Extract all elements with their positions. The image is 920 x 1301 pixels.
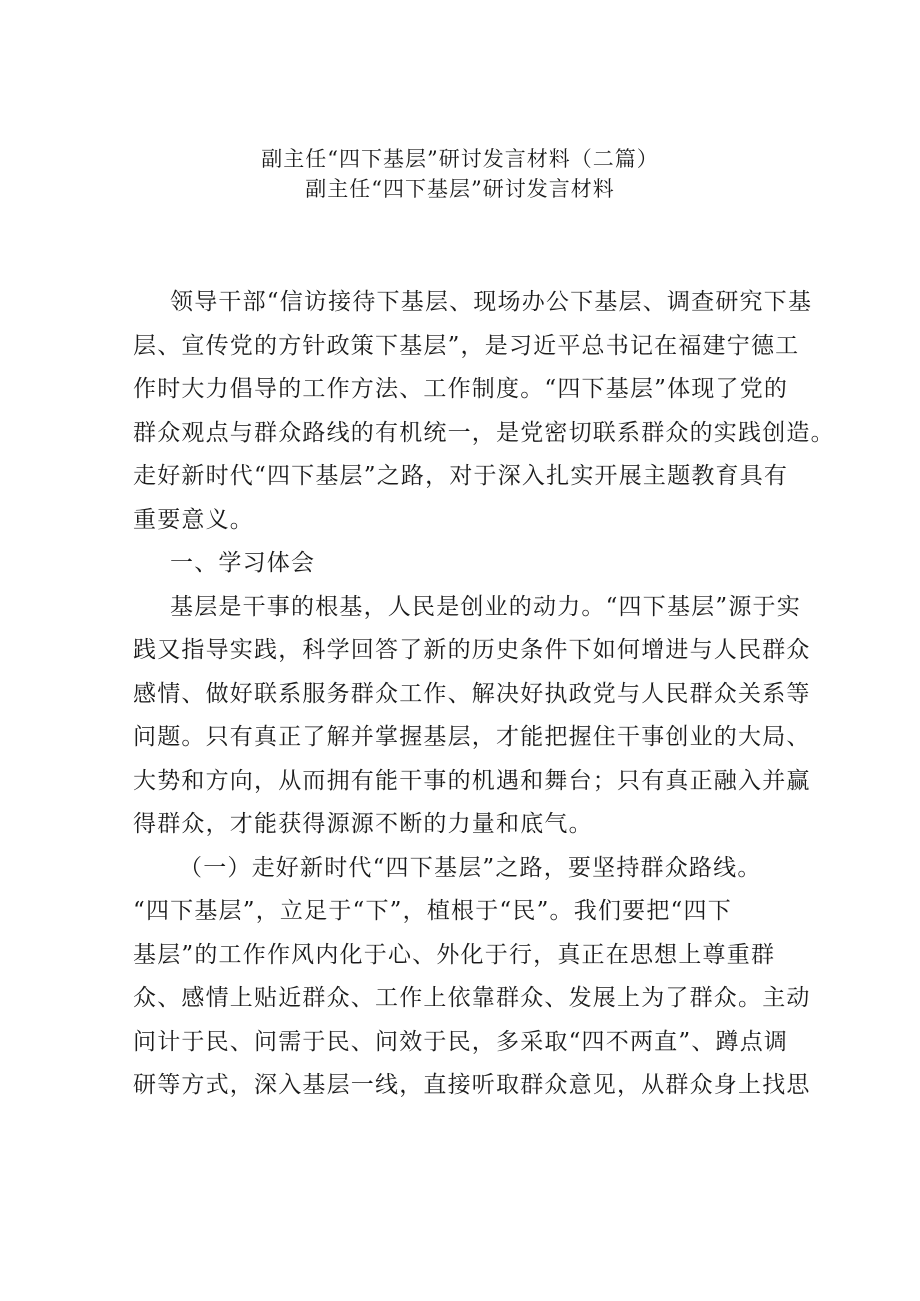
paragraph-line: 研等方式，深入基层一线，直接听取群众意见，从群众身上找思 [133, 1072, 811, 1098]
paragraph-line: 作时大力倡导的工作方法、工作制度。“四下基层”体现了党的 [133, 376, 789, 402]
title-block [0, 144, 920, 204]
paragraph-line: 基层是干事的根基，人民是创业的动力。“四下基层”源于实 [170, 593, 801, 620]
paragraph-line: 问题。只有真正了解并掌握基层，才能把握住干事创业的大局、 [133, 724, 811, 750]
paragraph-line: 大势和方向，从而拥有能干事的机遇和舞台；只有真正融入并赢 [133, 767, 811, 794]
subsection-heading: （一）走好新时代“四下基层”之路，要坚持群众路线。 [179, 854, 762, 881]
paragraph-line: 感情、做好联系服务群众工作、解决好执政党与人民群众关系等 [133, 680, 811, 707]
paragraph-line: 群众观点与群众路线的有机统一，是党密切联系群众的实践创造。 [133, 419, 835, 446]
paragraph-line: 践又指导实践，科学回答了新的历史条件下如何增进与人民群众 [133, 637, 811, 663]
paragraph-line: 重要意义。 [133, 506, 254, 533]
document-title: 副主任“四下基层”研讨发言材料（二篇） [261, 147, 659, 171]
paragraph-line: 众、感情上贴近群众、工作上依靠群众、发展上为了群众。主动 [133, 985, 811, 1011]
document-subtitle: 副主任“四下基层”研讨发言材料 [305, 177, 615, 201]
paragraph-line: 层、宣传党的方针政策下基层”，是习近平总书记在福建宁德工 [133, 332, 800, 359]
paragraph-line: “四下基层”，立足于“下”，植根于“民”。我们要把“四下 [133, 898, 732, 924]
paragraph-line: 问计于民、问需于民、问效于民，多采取“四不两直”、蹲点调 [133, 1028, 789, 1055]
paragraph-line: 基层”的工作作风内化于心、外化于行，真正在思想上尊重群 [133, 941, 776, 968]
paragraph-line: 走好新时代“四下基层”之路，对于深入扎实开展主题教育具有 [133, 463, 789, 489]
paragraph-line: 领导干部“信访接待下基层、现场办公下基层、调查研究下基 [170, 289, 813, 315]
document-body [133, 281, 835, 1108]
paragraph-line: 得群众，才能获得源源不断的力量和底气。 [133, 811, 593, 837]
section-heading: 一、学习体会 [170, 550, 316, 576]
